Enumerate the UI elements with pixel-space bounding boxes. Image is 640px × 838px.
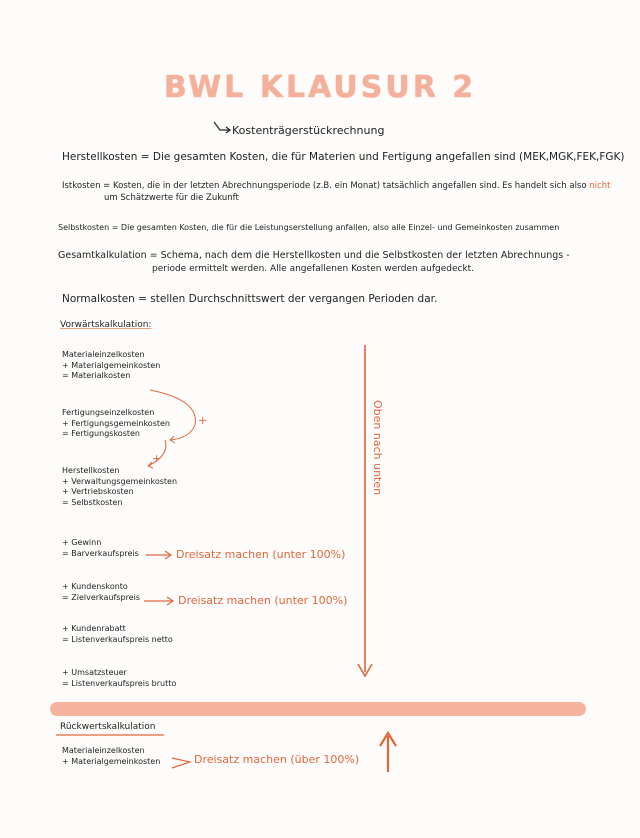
page-title: BWL KLAUSUR 2 [163,70,477,105]
subtitle: Kostenträgerstückrechnung [232,124,385,137]
rueckwaerts-heading: Rückwertskalkulation [60,722,156,732]
group-material: Materialeinzelkosten + Materialgemeinkosten = Materialkosten [62,350,161,380]
section-divider [50,702,586,716]
plus-sign-2: + [152,452,162,465]
def-istkosten: Istkosten = Kosten, die in der letzten Abrechnungsperiode (z.B. ein Monat) tatsächlich angefallen sind. Es handelt sich also nicht [62,181,611,191]
group-herstellkosten: Herstellkosten + Verwaltungsgemeinkosten + Vertriebskosten = Selbstkosten [62,466,178,507]
group-rabatt: + Kundenrabatt = Listenverkaufspreis netto [62,624,173,644]
def-gesamtkalkulation-2: periode ermittelt werden. Alle angefallenen Kosten werden aufgedeckt. [152,264,475,274]
group-rueckwaerts: Materialeinzelkosten + Materialgemeinkosten [62,746,161,766]
group-gewinn: + Gewinn = Barverkaufspreis [62,538,139,558]
note-dreisatz-2: Dreisatz machen (unter 100%) [178,594,348,607]
def-herstellkosten: Herstellkosten = Die gesamten Kosten, die für Materien und Fertigung angefallen sind (MEK,MGK,FEK,FGK) [62,151,625,163]
def-normalkosten: Normalkosten = stellen Durchschnittswert der vergangen Perioden dar. [62,293,438,305]
vertical-label: Oben nach unten [371,400,384,496]
group-skonto: + Kundenskonto = Zielverkaufspreis [62,582,140,602]
group-fertigung: Fertigungseinzelkosten + Fertigungsgemeinkosten = Fertigungskosten [62,408,170,438]
vorwaerts-heading: Vorwärtskalkulation: [60,320,152,330]
note-dreisatz-1: Dreisatz machen (unter 100%) [176,548,346,561]
group-umsatzsteuer: + Umsatzsteuer = Listenverkaufspreis brutto [62,668,177,688]
def-selbstkosten: Selbstkosten = Die gesamten Kosten, die für die Leistungserstellung anfallen, also alle Einzel- und Gemeinkosten zusammen [58,223,560,232]
istkosten-nicht: nicht [589,181,611,191]
plus-sign-1: + [198,414,208,427]
note-dreisatz-3: Dreisatz machen (über 100%) [194,753,360,766]
def-gesamtkalkulation-1: Gesamtkalkulation = Schema, nach dem die Herstellkosten und die Selbstkosten der letzten Abrechnungs - [58,250,570,261]
def-istkosten-2: um Schätzwerte für die Zukunft [104,193,239,203]
